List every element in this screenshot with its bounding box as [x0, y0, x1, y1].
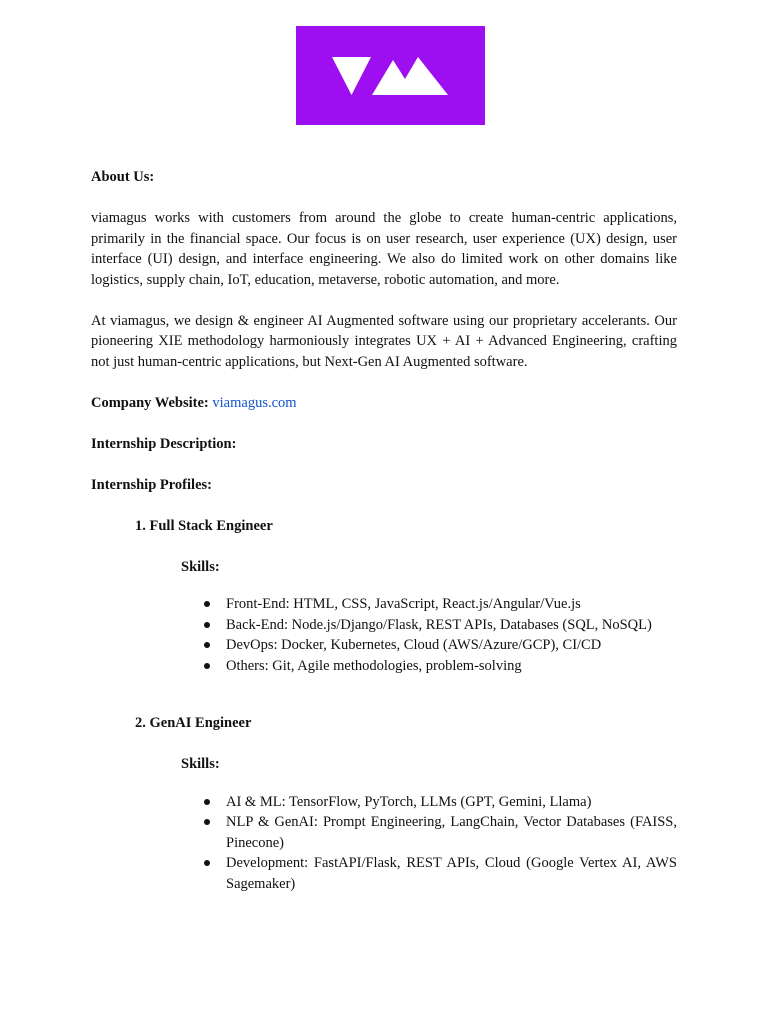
- list-item: Development: FastAPI/Flask, REST APIs, Cloud (Google Vertex AI, AWS Sagemaker): [203, 853, 677, 894]
- list-item: DevOps: Docker, Kubernetes, Cloud (AWS/Azure/GCP), CI/CD: [203, 635, 677, 656]
- skills-list-genai: [203, 792, 677, 895]
- internship-description-heading: Internship Description:: [91, 435, 237, 452]
- viamagus-vm-logo-icon: [296, 26, 485, 125]
- list-item: Others: Git, Agile methodologies, problem-solving: [203, 656, 677, 677]
- profile-title-genai: 2. GenAI Engineer: [135, 715, 252, 731]
- list-item: NLP & GenAI: Prompt Engineering, LangChain, Vector Databases (FAISS, Pinecone): [203, 812, 677, 853]
- skills-list-full-stack: [203, 594, 677, 676]
- about-heading: About Us:: [91, 169, 155, 185]
- skills-label: Skills:: [181, 756, 220, 772]
- about-paragraph-2: At viamagus, we design & engineer AI Augmented software using our proprietary accelerants. Our pioneering XIE methodology harmoniously integrates UX + AI + Advanced Engineering, crafting not just human-centric applications, but Next-Gen AI Augmented software.: [91, 312, 677, 370]
- company-website-line: [91, 393, 677, 414]
- document-body: [91, 167, 677, 894]
- list-item: AI & ML: TensorFlow, PyTorch, LLMs (GPT, Gemini, Llama): [203, 792, 677, 813]
- about-paragraph-1: viamagus works with customers from around the globe to create human-centric applications, primarily in the financial space. Our focus is on user research, user experience (UX) design, user interface (UI) design, and interface engineering. We also do limited work on other domains like logistics, supply chain, IoT, education, metaverse, robotic automation, and more.: [91, 210, 677, 288]
- list-item: Front-End: HTML, CSS, JavaScript, React.js/Angular/Vue.js: [203, 594, 677, 615]
- list-item: Back-End: Node.js/Django/Flask, REST APIs, Databases (SQL, NoSQL): [203, 615, 677, 636]
- skills-label: Skills:: [181, 558, 220, 575]
- company-website-link[interactable]: viamagus.com: [212, 394, 297, 411]
- internship-profiles-heading: Internship Profiles:: [91, 476, 212, 493]
- company-website-label: Company Website:: [91, 394, 209, 411]
- company-logo: [296, 26, 485, 125]
- profile-title-full-stack: 1. Full Stack Engineer: [135, 517, 273, 534]
